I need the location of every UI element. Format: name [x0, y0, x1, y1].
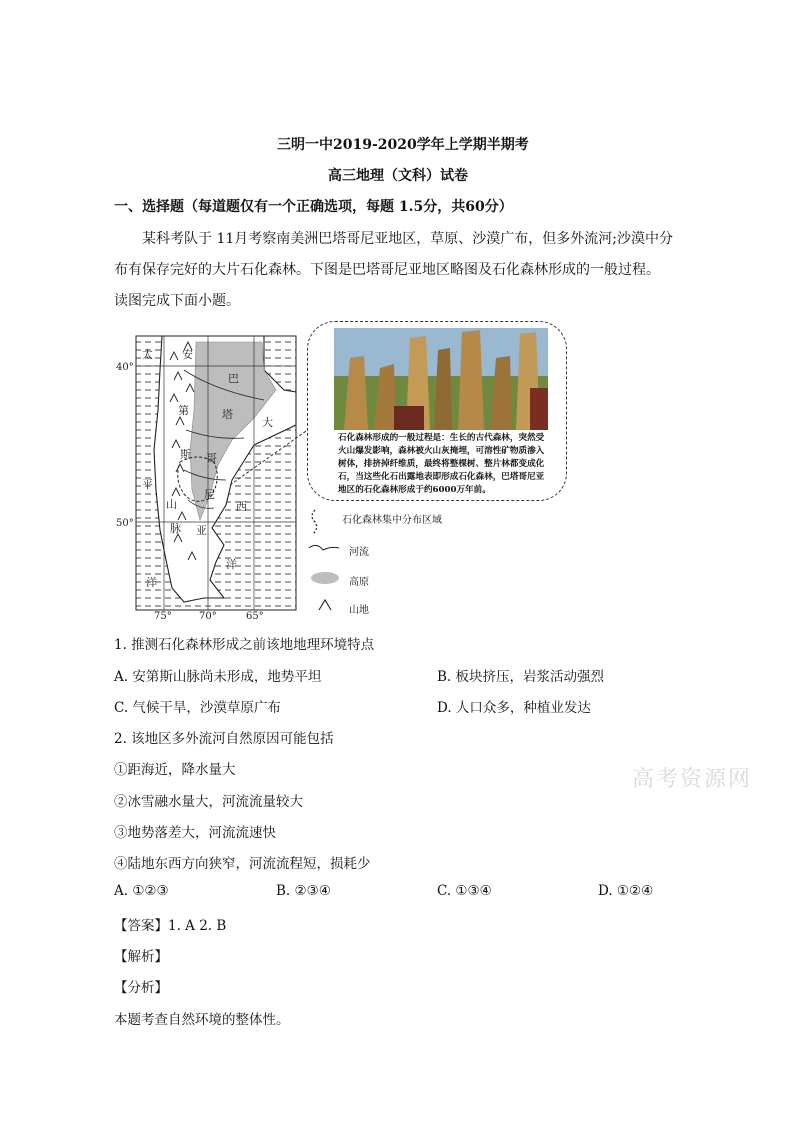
watermark-text: 高考资源网: [632, 767, 753, 792]
petrified-forest-photo: [334, 328, 548, 430]
photo-caption: 石化森林形成的一般过程是：生长的古代森林，突然受火山爆发影响，森林被火山灰掩埋，可溶性矿物质渗入树体，排挤掉纤维质，最终将整棵树、整片林都变成化石，当这些化石出露地表即形成石化森林，巴塔哥尼亚地区的石化森林形成于约6000万年前。: [338, 433, 545, 495]
map-label-ya: 亚: [196, 524, 207, 537]
legend-plateau-icon: [311, 572, 339, 584]
q1-option-b: B. 板块挤压，岩浆活动强烈: [437, 669, 605, 685]
legend-mountain-icon: [319, 600, 331, 610]
lon-75-label: 75°: [154, 611, 172, 620]
map-label-ge: 哥: [206, 452, 217, 465]
map-label-ni: 尼: [204, 488, 215, 501]
legend-river-label: 河流: [349, 547, 369, 558]
map-label-di: 第: [178, 404, 189, 417]
map-label-ping: 平: [142, 478, 153, 491]
section-heading: 一、选择题（每道题仅有一个正确选项，每题 1.5分，共60分）: [114, 199, 513, 215]
map-label-si: 斯: [180, 448, 191, 461]
map-label-ba: 巴: [228, 372, 239, 385]
legend-river-icon: [309, 545, 339, 550]
map-label-mai: 脉: [170, 522, 181, 535]
q2-option-a: A. ①②③: [114, 883, 169, 899]
q2-statement-1: ①距海近，降水量大: [114, 762, 236, 778]
question-2-stem: 2. 该地区多外流河自然原因可能包括: [114, 731, 334, 747]
q2-option-c: C. ①③④: [437, 883, 492, 899]
map-label-ta: 塔: [222, 408, 233, 421]
photo-callout: [307, 321, 567, 501]
q1-option-a: A. 安第斯山脉尚未形成，地势平坦: [114, 669, 322, 685]
lon-70-label: 70°: [199, 611, 217, 620]
legend-symbols: [307, 506, 343, 618]
map-label-yang-west: 洋: [146, 576, 157, 589]
lat-40-label: 40°: [116, 362, 134, 373]
q1-option-d: D. 人口众多，种植业发达: [437, 700, 591, 716]
q2-statement-4: ④陆地东西方向狭窄，河流流程短，损耗少: [114, 856, 371, 872]
lon-65-label: 65°: [246, 611, 264, 620]
q2-statement-3: ③地势落差大，河流流速快: [114, 825, 276, 841]
q2-statement-2: ②冰雪融水量大，河流流量较大: [114, 794, 303, 810]
document-title: 三明一中2019-2020学年上学期半期考: [277, 137, 529, 153]
legend-mountain-label: 山地: [349, 605, 369, 616]
intro-line-1: 某科考队于 11月考察南美洲巴塔哥尼亚地区，草原、沙漠广布，但多外流河;沙漠中分: [142, 231, 673, 247]
map-label-xi: 西: [236, 500, 247, 513]
answer-line: 【答案】1. A 2. B: [114, 918, 227, 934]
lat-50-label: 50°: [116, 518, 134, 529]
legend-forest-icon: [312, 510, 317, 534]
analysis-label: 【解析】: [114, 949, 168, 965]
legend-forest-label: 石化森林集中分布区域: [342, 515, 442, 526]
document-subtitle: 高三地理（文科）试卷: [328, 168, 468, 184]
map-label-da: 大: [262, 416, 273, 429]
question-1-stem: 1. 推测石化森林形成之前该地地理环境特点: [114, 637, 375, 653]
map-label-shan: 山: [166, 498, 177, 511]
fenxi-label: 【分析】: [114, 980, 168, 996]
callout-connector: [228, 420, 318, 490]
map-label-yang-east: 洋: [226, 558, 237, 571]
map-label-an: 安: [182, 348, 193, 361]
q2-option-b: B. ②③④: [276, 883, 331, 899]
q1-option-c: C. 气候干旱，沙漠草原广布: [114, 700, 281, 716]
q2-option-d: D. ①②④: [598, 883, 654, 899]
intro-line-2: 布有保存完好的大片石化森林。下图是巴塔哥尼亚地区略图及石化森林形成的一般过程。: [114, 262, 660, 278]
intro-line-3: 读图完成下面小题。: [114, 293, 240, 309]
map-label-tai: 太: [142, 348, 153, 361]
analysis-text: 本题考查自然环境的整体性。: [114, 1012, 290, 1028]
legend-plateau-label: 高原: [349, 577, 369, 588]
